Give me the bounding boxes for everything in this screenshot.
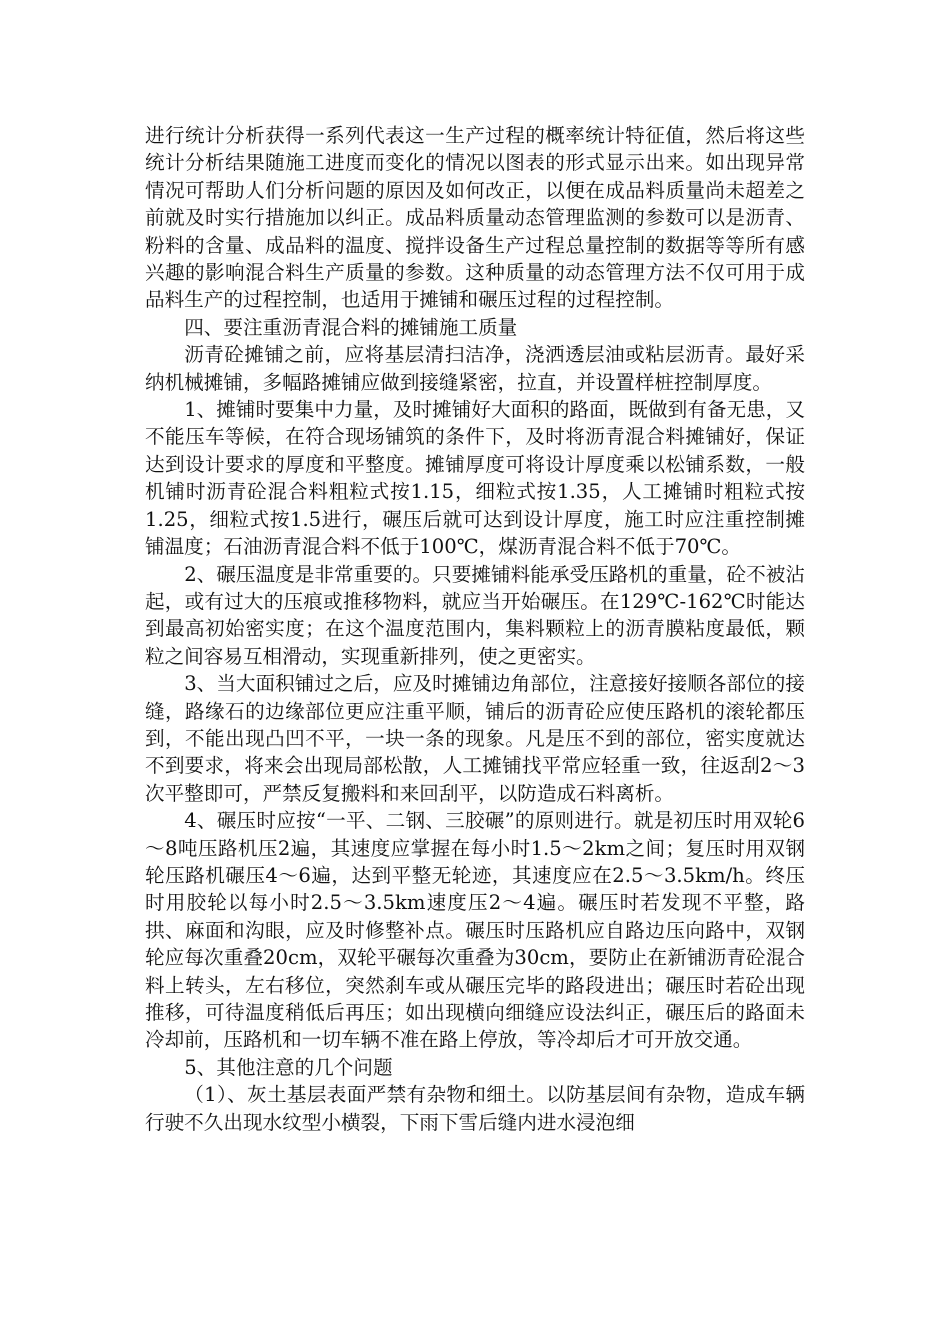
paragraph-item-5-other-issues-heading: 5、其他注意的几个问题	[184, 1055, 393, 1079]
paragraph-item-1-paving: 1、摊铺时要集中力量，及时摊铺好大面积的路面，既做到有备无患，又不能压车等候，在符合现场铺筑的条件下，及时将沥青混合料摊铺好，保证达到设计要求的厚度和平整度。摊铺厚度可将设计厚度乘以松铺系数，一般机铺时沥青砼混合料粗粒式按1.15，细粒式按1.35，人工摊铺时粗粒式按1.25，细粒式按1.5进行，碾压后就可达到设计厚度，施工时应注重控制摊铺温度；石油沥青混合料不低于100℃，煤沥青混合料不低于70℃。	[145, 398, 805, 559]
paragraph-item-4-rolling-principle: 4、碾压时应按“一平、二钢、三胶碾”的原则进行。就是初压时用双轮6～8吨压路机压2遍，其速度应掌握在每小时1.5～2km之间；复压时用双钢轮压路机碾压4～6遍，达到平整无轮迹，其速度应在2.5～3.5km/h。终压时用胶轮以每小时2.5～3.5km速度压2～4遍。碾压时若发现不平整，路拱、麻面和沟眼，应及时修整补点。碾压时压路机应自路边压向路中，双钢轮应每次重叠20cm，双轮平碾每次重叠为30cm，要防止在新铺沥青砼混合料上转头，左右移位，突然刹车或从碾压完毕的路段进出；碾压时若砼出现推移，可待温度稍低后再压；如出现横向细缝应设法纠正，碾压后的路面未冷却前，压路机和一切车辆不准在路上停放，等冷却后才可开放交通。	[145, 809, 805, 1052]
document-body	[145, 122, 805, 1136]
paragraph-item-3-edges-and-joints: 3、当大面积铺过之后，应及时摊铺边角部位，注意接好接顺各部位的接缝，路缘石的边缘部位更应注重平顺，铺后的沥青砼应使压路机的滚轮都压到，不能出现凸凹不平，一块一条的现象。凡是压不到的部位，密实度就达不到要求，将来会出现局部松散，人工摊铺找平常应轻重一致，往返刮2～3次平整即可，严禁反复搬料和来回刮平，以防造成石料离析。	[145, 672, 805, 805]
paragraph-before-paving: 沥青砼摊铺之前，应将基层清扫洁净，浇洒透层油或粘层沥青。最好采纳机械摊铺，多幅路摊铺应做到接缝紧密，拉直，并设置样桩控制厚度。	[145, 343, 805, 394]
paragraph-subitem-1-base-layer: （1）、灰土基层表面严禁有杂物和细土。以防基层间有杂物，造成车辆行驶不久出现水纹型小横裂，下雨下雪后缝内进水浸泡细	[145, 1083, 805, 1134]
paragraph-statistical-analysis: 进行统计分析获得一系列代表这一生产过程的概率统计特征值，然后将这些统计分析结果随施工进度而变化的情况以图表的形式显示出来。如出现异常情况可帮助人们分析问题的原因及如何改正，以便在成品料质量尚未超差之前就及时实行措施加以纠正。成品料质量动态管理监测的参数可以是沥青、粉料的含量、成品料的温度、搅拌设备生产过程总量控制的数据等等所有感兴趣的影响混合料生产质量的参数。这种质量的动态管理方法不仅可用于成品料生产的过程控制，也适用于摊铺和碾压过程的过程控制。	[145, 124, 805, 312]
section-heading-paving-quality: 四、要注重沥青混合料的摊铺施工质量	[184, 315, 518, 339]
paragraph-item-2-compaction-temperature: 2、碾压温度是非常重要的。只要摊铺料能承受压路机的重量，砼不被沾起，或有过大的压痕或推移物料，就应当开始碾压。在129℃-162℃时能达到最高初始密实度；在这个温度范围内，集料颗粒上的沥青膜粘度最低，颗粒之间容易互相滑动，实现重新排列，使之更密实。	[145, 562, 805, 668]
